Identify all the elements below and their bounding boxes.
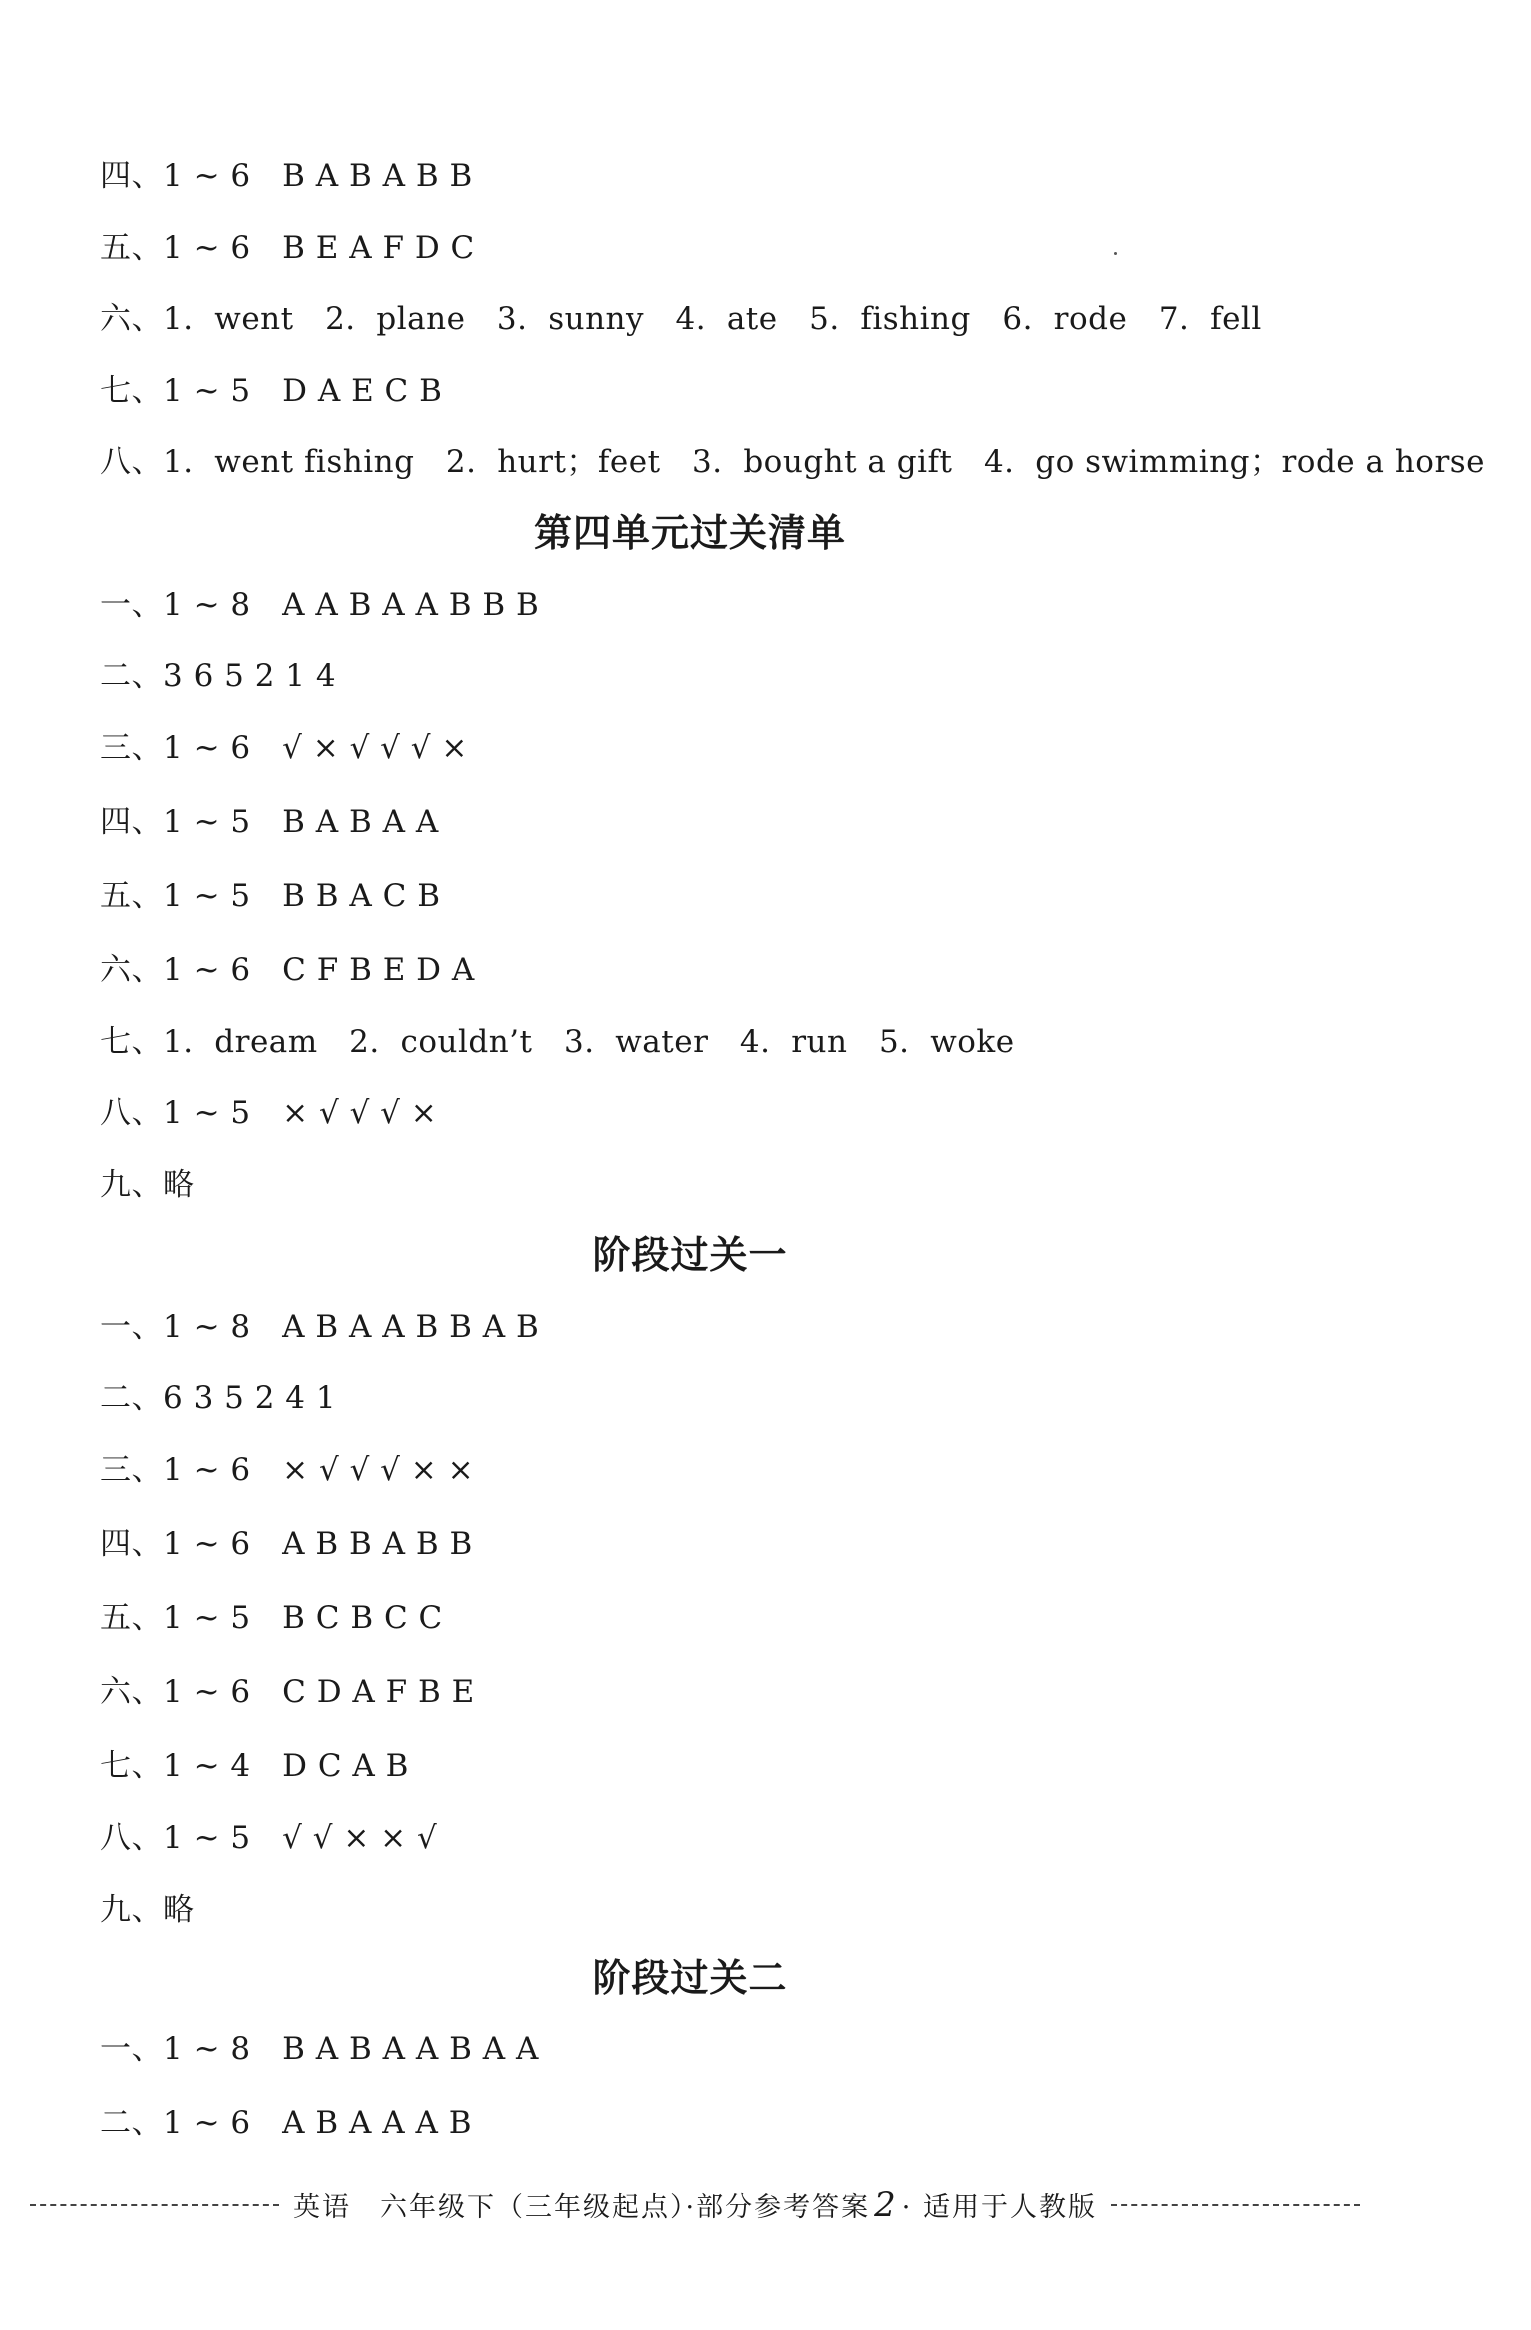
answer-line: 三、1 ~ 6 × √ √ √ × ×	[100, 1452, 475, 1488]
answer-line: 九、略	[100, 1167, 195, 1203]
footer-text	[279, 2185, 1111, 2225]
answer-line: 二、6 3 5 2 4 1	[100, 1380, 337, 1416]
answer-line: 六、1 ~ 6 C F B E D A	[100, 952, 475, 988]
answer-line: 四、1 ~ 6 A B B A B B	[100, 1526, 473, 1562]
page-number: 2	[874, 2185, 898, 2225]
answer-line: 五、1 ~ 5 B B A C B	[100, 878, 441, 914]
answer-line: 五、1 ~ 5 B C B C C	[100, 1600, 443, 1636]
answer-line: 四、1 ~ 6 B A B A B B	[100, 158, 473, 194]
answer-line: 七、1 ~ 4 D C A B	[100, 1748, 409, 1784]
footer-dashed-rule-left	[30, 2204, 279, 2206]
stray-dot	[1114, 252, 1117, 255]
answer-line: 九、略	[100, 1892, 195, 1928]
footer-edition: · 适用于人教版	[901, 2192, 1097, 2223]
answer-line: 八、1 ~ 5 × √ √ √ ×	[100, 1095, 438, 1131]
answer-line: 八、1. went fishing 2. hurt；feet 3. bought a gift 4. go swimming；rode a horse	[100, 444, 1486, 480]
answer-line: 六、1. went 2. plane 3. sunny 4. ate 5. fishing 6. rode 7. fell	[100, 301, 1262, 337]
answer-line: 一、1 ~ 8 B A B A A B A A	[100, 2031, 539, 2067]
answer-line: 三、1 ~ 6 √ × √ √ √ ×	[100, 730, 468, 766]
section-title-stage1: 阶段过关一	[592, 1232, 788, 1277]
answer-line: 二、1 ~ 6 A B A A A B	[100, 2105, 473, 2141]
answer-line: 一、1 ~ 8 A B A A B B A B	[100, 1309, 540, 1345]
answer-line: 七、1. dream 2. couldn’t 3. water 4. run 5. woke	[100, 1024, 1015, 1060]
answer-line: 一、1 ~ 8 A A B A A B B B	[100, 587, 540, 623]
answer-line: 五、1 ~ 6 B E A F D C	[100, 230, 475, 266]
answer-line: 七、1 ~ 5 D A E C B	[100, 373, 443, 409]
answer-line: 六、1 ~ 6 C D A F B E	[100, 1674, 475, 1710]
footer-dashed-rule-right	[1111, 2204, 1360, 2206]
answer-line: 四、1 ~ 5 B A B A A	[100, 804, 439, 840]
section-title-unit4: 第四单元过关清单	[533, 510, 846, 555]
section-title-stage2: 阶段过关二	[592, 1955, 788, 2000]
answer-line: 二、3 6 5 2 1 4	[100, 658, 337, 694]
answer-line: 八、1 ~ 5 √ √ × × √	[100, 1820, 438, 1856]
page-footer	[30, 2185, 1360, 2225]
footer-subject: 英语 六年级下（三年级起点）·部分参考答案	[293, 2192, 871, 2223]
